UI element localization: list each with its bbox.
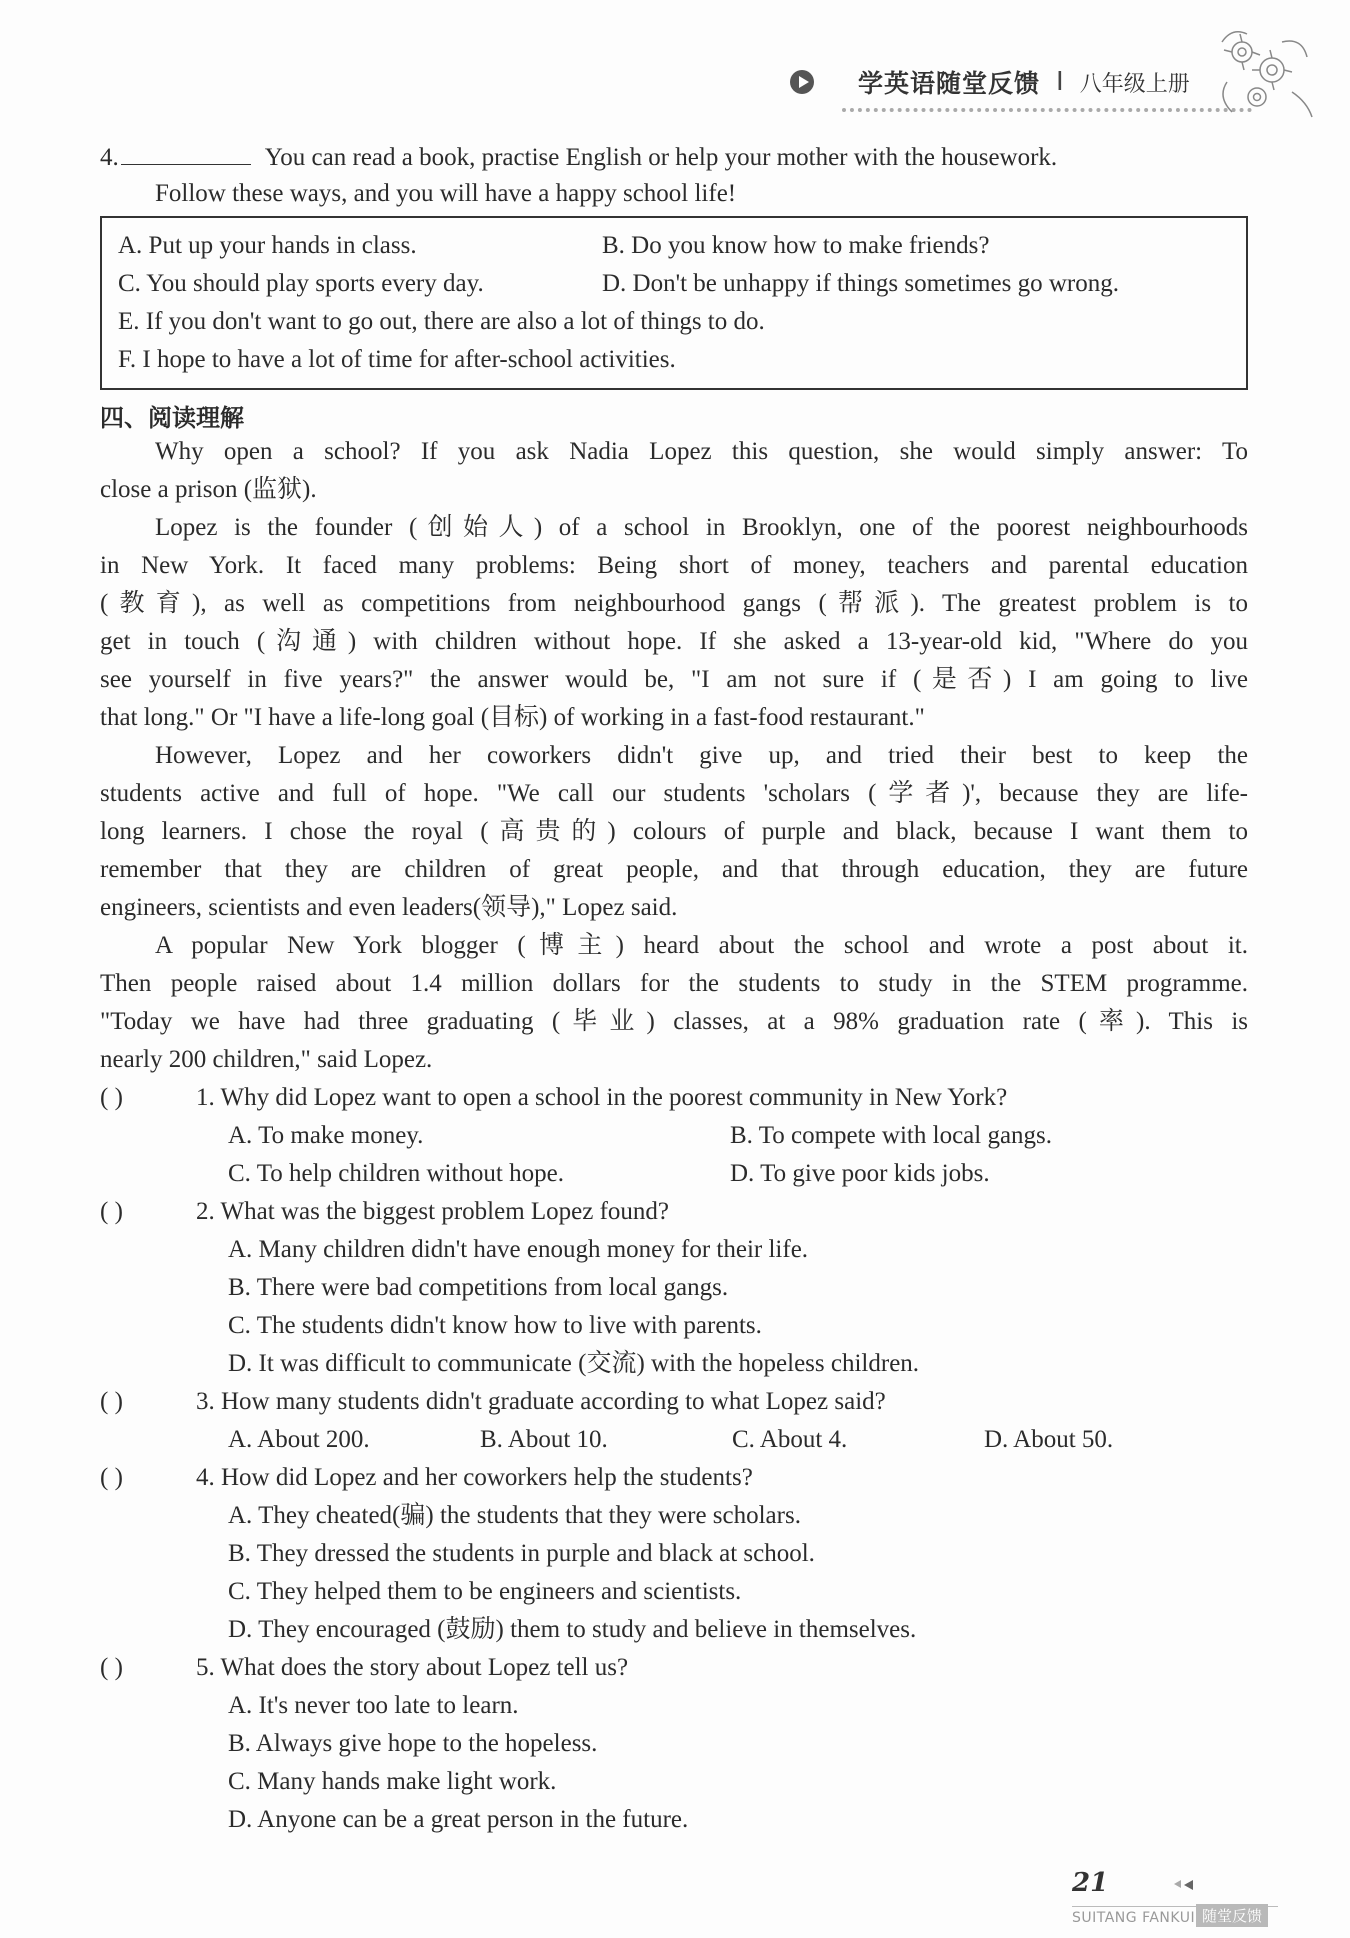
footer-brand-cn: 随堂反馈 xyxy=(1196,1904,1268,1927)
answer-blank[interactable] xyxy=(121,142,251,165)
option-d: D. Don't be unhappy if things sometimes go wrong. xyxy=(602,270,1119,297)
section-title: 四、阅读理解 xyxy=(100,404,244,432)
passage-line: Why open a school? If you ask Nadia Lopez this question, she would simply answer: To xyxy=(155,438,1248,465)
passage-line: engineers, scientists and even leaders(领导)," Lopez said. xyxy=(100,894,678,921)
arrow-left-icon xyxy=(1174,1880,1181,1888)
choice-a: A. They cheated(骗) the students that they were scholars. xyxy=(228,1502,801,1529)
option-e: E. If you don't want to go out, there are also a lot of things to do. xyxy=(118,308,765,335)
passage-line: A popular New York blogger (博主) heard about the school and wrote a post about it. xyxy=(155,932,1248,959)
q4-line xyxy=(100,142,1057,173)
choice-c: C. To help children without hope. xyxy=(228,1160,564,1187)
choice-b: B. About 10. xyxy=(480,1426,608,1453)
page-number: 21 xyxy=(1072,1868,1109,1898)
book-grade: 八年级上册 xyxy=(1079,71,1190,97)
choice-b: B. They dressed the students in purple and black at school. xyxy=(228,1540,815,1567)
passage-line: Lopez is the founder (创始人) of a school in Brooklyn, one of the poorest neighbourhoods xyxy=(155,514,1248,541)
q4-number: 4. xyxy=(100,144,119,171)
choice-b: B. Always give hope to the hopeless. xyxy=(228,1730,598,1757)
answer-bracket[interactable]: ( ) xyxy=(100,1388,123,1415)
question-stem: 2. What was the biggest problem Lopez found? xyxy=(196,1198,670,1225)
choice-a: A. To make money. xyxy=(228,1122,424,1149)
option-b: B. Do you know how to make friends? xyxy=(602,232,990,259)
answer-bracket[interactable]: ( ) xyxy=(100,1654,123,1681)
choice-d: D. Anyone can be a great person in the future. xyxy=(228,1806,689,1833)
footer-brand-en: SUITANG FANKUI xyxy=(1072,1910,1196,1926)
option-f: F. I hope to have a lot of time for after-school activities. xyxy=(118,346,676,373)
option-c: C. You should play sports every day. xyxy=(118,270,484,297)
question-stem: 3. How many students didn't graduate according to what Lopez said? xyxy=(196,1388,886,1415)
choice-a: A. About 200. xyxy=(228,1426,370,1453)
passage-line: students active and full of hope. "We call our students 'scholars (学者)', because they are life- xyxy=(100,780,1248,807)
passage-line: that long." Or "I have a life-long goal (目标) of working in a fast-food restaurant." xyxy=(100,704,925,731)
option-a: A. Put up your hands in class. xyxy=(118,232,417,259)
choice-a: A. Many children didn't have enough money for their life. xyxy=(228,1236,809,1263)
header-separator: I xyxy=(1056,67,1064,97)
passage-line: Then people raised about 1.4 million dollars for the students to study in the STEM programme. xyxy=(100,970,1248,997)
passage-line: in New York. It faced many problems: Being short of money, teachers and parental education xyxy=(100,552,1248,579)
choice-c: C. The students didn't know how to live with parents. xyxy=(228,1312,762,1339)
closing-line: Follow these ways, and you will have a happy school life! xyxy=(155,180,737,207)
passage-line: close a prison (监狱). xyxy=(100,476,317,503)
choice-d: D. About 50. xyxy=(984,1426,1114,1453)
answer-bracket[interactable]: ( ) xyxy=(100,1198,123,1225)
answer-bracket[interactable]: ( ) xyxy=(100,1464,123,1491)
answer-bracket[interactable]: ( ) xyxy=(100,1084,123,1111)
question-stem: 4. How did Lopez and her coworkers help the students? xyxy=(196,1464,753,1491)
choice-b: B. There were bad competitions from local gangs. xyxy=(228,1274,729,1301)
book-title: 学英语随堂反馈 xyxy=(858,69,1041,98)
passage-line: remember that they are children of great people, and that through education, they are future xyxy=(100,856,1248,883)
choice-c: C. About 4. xyxy=(732,1426,848,1453)
choice-d: D. To give poor kids jobs. xyxy=(730,1160,990,1187)
arrow-left-icon xyxy=(1184,1880,1193,1890)
passage-line: (教育), as well as competitions from neighbourhood gangs (帮派). The greatest problem is to xyxy=(100,590,1248,617)
passage-line: nearly 200 children," said Lopez. xyxy=(100,1046,433,1073)
passage-line: get in touch (沟通) with children without hope. If she asked a 13-year-old kid, "Where do you xyxy=(100,628,1248,655)
play-icon xyxy=(790,70,814,94)
header-dotted-rule xyxy=(842,108,1252,112)
options-box xyxy=(100,216,1248,390)
question-stem: 5. What does the story about Lopez tell us? xyxy=(196,1654,629,1681)
flower-decoration-icon xyxy=(1212,22,1322,122)
passage-line: "Today we have had three graduating (毕业) classes, at a 98% graduation rate (率). This is xyxy=(100,1008,1248,1035)
choice-c: C. They helped them to be engineers and scientists. xyxy=(228,1578,742,1605)
choice-c: C. Many hands make light work. xyxy=(228,1768,557,1795)
passage-line: long learners. I chose the royal (高贵的) colours of purple and black, because I want them to xyxy=(100,818,1248,845)
q4-text: You can read a book, practise English or help your mother with the housework. xyxy=(264,144,1058,171)
page-header xyxy=(790,64,1190,100)
question-stem: 1. Why did Lopez want to open a school in the poorest community in New York? xyxy=(196,1084,1008,1111)
choice-d: D. They encouraged (鼓励) them to study and believe in themselves. xyxy=(228,1616,917,1643)
choice-d: D. It was difficult to communicate (交流) with the hopeless children. xyxy=(228,1350,920,1377)
passage-line: see yourself in five years?" the answer would be, "I am not sure if (是否) I am going to live xyxy=(100,666,1248,693)
choice-b: B. To compete with local gangs. xyxy=(730,1122,1053,1149)
choice-a: A. It's never too late to learn. xyxy=(228,1692,519,1719)
passage-line: However, Lopez and her coworkers didn't give up, and tried their best to keep the xyxy=(155,742,1248,769)
